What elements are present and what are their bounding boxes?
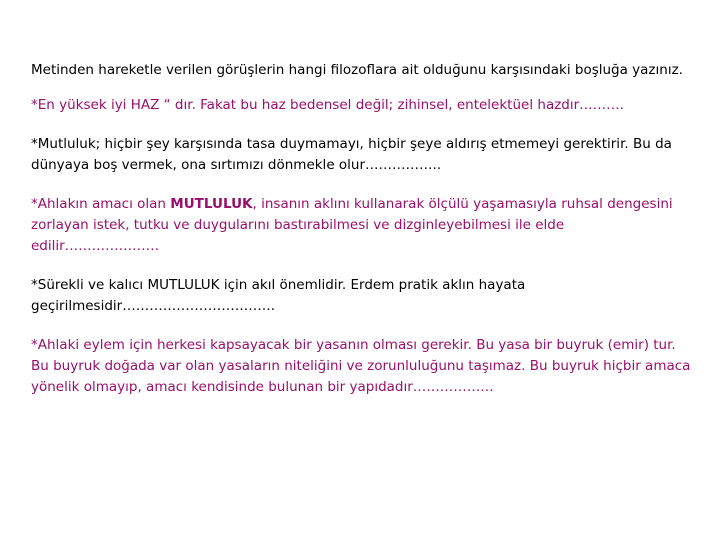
- statement-1: *En yüksek iyi HAZ “ dır. Fakat bu haz bedensel değil; zihinsel, entelektüel hazdır……….: [31, 97, 624, 113]
- statement-3: [31, 194, 695, 257]
- slide-content: [31, 59, 695, 416]
- statement-4: *Sürekli ve kalıcı MUTLULUK için akıl önemlidir. Erdem pratik aklın hayata geçirilmesidir…………………………….: [31, 277, 526, 314]
- statement-2: *Mutluluk; hiçbir şey karşısında tasa duymamayı, hiçbir şeye aldırış etmemeyi gerektirir. Bu da dünyaya boş vermek, ona sırtımızı dönmekle olur……………..: [31, 136, 672, 173]
- statement-3-after: , insanın aklını kullanarak ölçülü yaşamasıyla ruhsal dengesini zorlayan istek, tutku ve duygularını bastırabilmesi ve dizginleyebilmesi ile elde edilir…………………: [31, 196, 673, 254]
- statement-5: *Ahlaki eylem için herkesi kapsayacak bir yasanın olması gerekir. Bu yasa bir buyruk (emir) tur. Bu buyruk doğada var olan yasaların niteliğini ve zorunluluğunu taşımaz. Bu buyruk hiçbir amaca yönelik olmayıp, amacı kendisinde bulunan bir yapıdadır………………: [31, 337, 691, 395]
- statement-3-before: *Ahlakın amacı olan: [31, 196, 171, 212]
- question-text: Metinden hareketle verilen görüşlerin hangi filozoflara ait olduğunu karşısındaki boşluğa yazınız.: [31, 62, 683, 78]
- statement-3-bold: MUTLULUK: [170, 196, 253, 212]
